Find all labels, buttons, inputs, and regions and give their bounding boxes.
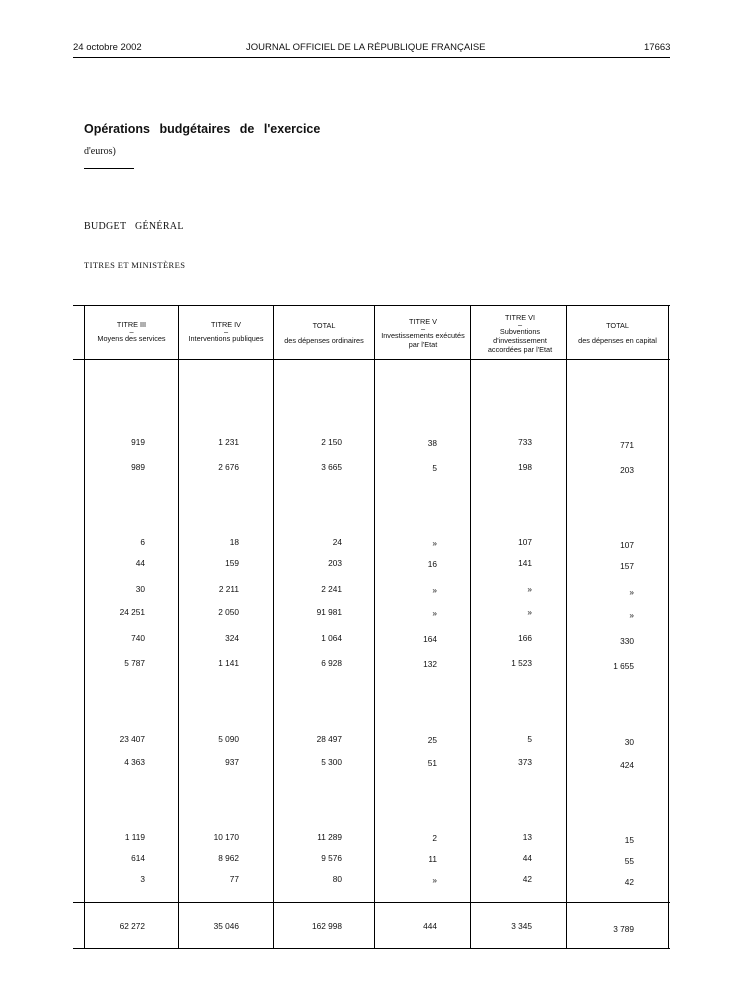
table-cell: 5 (432, 463, 437, 473)
section-heading: BUDGET GÉNÉRAL (84, 221, 184, 232)
table-cell: 2 150 (321, 437, 342, 447)
table-cell: 107 (518, 537, 532, 547)
total-cell: 3 345 (511, 921, 532, 931)
column-header-titre-v: TITRE V – Investissements exécutés par l'Etat (381, 317, 465, 349)
subsection-heading: TITRES ET MINISTÈRES (84, 260, 186, 270)
table-cell: 42 (522, 874, 532, 884)
table-cell: » (527, 607, 532, 617)
table-cell: 164 (423, 634, 437, 644)
table-cell: 15 (624, 835, 634, 845)
table-cell: 30 (135, 584, 145, 594)
table-cell: 198 (518, 462, 532, 472)
table-cell: 25 (427, 735, 437, 745)
total-cell: 444 (423, 921, 437, 931)
table-cell: 5 (527, 734, 532, 744)
table-cell: 6 928 (321, 658, 342, 668)
table-cell: 141 (518, 558, 532, 568)
column-header-titre-iii: TITRE III – Moyens des services (97, 320, 166, 343)
table-cell: 13 (522, 832, 532, 842)
table-cell: 2 676 (218, 462, 239, 472)
table-cell: » (432, 608, 437, 618)
table-cell: 24 (332, 537, 342, 547)
table-cell: 3 (140, 874, 145, 884)
column-border (566, 305, 567, 948)
column-border (273, 305, 274, 948)
table-cell: 10 170 (213, 832, 239, 842)
column-border (374, 305, 375, 948)
document-title: Opérations budgétaires de l'exercice (84, 122, 321, 136)
table-cell: 373 (518, 757, 532, 767)
column-header-total-capital: TOTAL des dépenses en capital (578, 321, 657, 345)
table-cell: 5 787 (124, 658, 145, 668)
table-cell: 23 407 (119, 734, 145, 744)
table-cell: 1 655 (613, 661, 634, 671)
table-cell: 1 231 (218, 437, 239, 447)
table-header-rule (73, 359, 670, 360)
column-border (178, 305, 179, 948)
table-cell: 937 (225, 757, 239, 767)
total-cell: 162 998 (312, 921, 342, 931)
table-cell: 51 (427, 758, 437, 768)
table-cell: » (629, 610, 634, 620)
table-cell: 77 (229, 874, 239, 884)
total-cell: 35 046 (213, 921, 239, 931)
table-cell: 989 (131, 462, 145, 472)
table-cell: 203 (328, 558, 342, 568)
total-cell: 62 272 (119, 921, 145, 931)
document-subtitle: d'euros) (84, 146, 116, 157)
header-page-number: 17663 (644, 42, 671, 53)
table-cell: 2 050 (218, 607, 239, 617)
table-cell: 91 981 (316, 607, 342, 617)
table-cell: 16 (427, 559, 437, 569)
table-cell: 44 (135, 558, 145, 568)
table-cell: 11 289 (317, 832, 342, 842)
header-journal-title: JOURNAL OFFICIEL DE LA RÉPUBLIQUE FRANÇAISE (246, 42, 486, 53)
table-cell: 9 576 (321, 853, 342, 863)
header-rule (73, 57, 670, 58)
table-cell: » (432, 538, 437, 548)
table-cell: 132 (423, 659, 437, 669)
table-cell: 5 090 (218, 734, 239, 744)
table-cell: 42 (624, 877, 634, 887)
table-cell: 44 (522, 853, 532, 863)
table-cell: 38 (427, 438, 437, 448)
table-cell: 166 (518, 633, 532, 643)
table-cell: 2 241 (321, 584, 342, 594)
column-header-titre-iv: TITRE IV – Interventions publiques (188, 320, 264, 343)
column-border (470, 305, 471, 948)
table-cell: 1 119 (124, 832, 145, 842)
table-cell: 203 (620, 465, 634, 475)
table-cell: 424 (620, 760, 634, 770)
table-cell: 614 (131, 853, 145, 863)
table-cell: 1 523 (511, 658, 532, 668)
table-cell: 733 (518, 437, 532, 447)
table-cell: 159 (225, 558, 239, 568)
table-cell: » (527, 584, 532, 594)
table-cell: 740 (131, 633, 145, 643)
table-cell: 80 (332, 874, 342, 884)
table-cell: » (432, 875, 437, 885)
table-cell: 55 (624, 856, 634, 866)
table-cell: 6 (140, 537, 145, 547)
subtitle-rule (84, 168, 134, 169)
table-totals-rule (73, 902, 670, 903)
table-cell: 771 (620, 440, 634, 450)
column-border (668, 305, 669, 948)
column-header-titre-vi: TITRE VI – Subventions d'investissement accordées par l'Etat (487, 313, 553, 354)
table-cell: 107 (620, 540, 634, 550)
table-cell: » (629, 587, 634, 597)
table-cell: 5 300 (321, 757, 342, 767)
table-cell: » (432, 585, 437, 595)
total-cell: 3 789 (613, 924, 634, 934)
table-cell: 8 962 (218, 853, 239, 863)
table-bottom-rule (73, 948, 670, 949)
table-cell: 324 (225, 633, 239, 643)
table-cell: 28 497 (316, 734, 342, 744)
table-cell: 2 (432, 833, 437, 843)
table-cell: 157 (620, 561, 634, 571)
table-cell: 919 (131, 437, 145, 447)
table-cell: 18 (229, 537, 239, 547)
table-cell: 1 064 (321, 633, 342, 643)
table-cell: 3 665 (321, 462, 342, 472)
table-cell: 24 251 (119, 607, 145, 617)
table-top-rule (73, 305, 670, 306)
header-date: 24 octobre 2002 (73, 42, 142, 53)
table-cell: 330 (620, 636, 634, 646)
table-cell: 4 363 (124, 757, 145, 767)
table-cell: 2 211 (218, 584, 239, 594)
table-cell: 30 (624, 737, 634, 747)
table-cell: 1 141 (218, 658, 239, 668)
column-border (84, 305, 85, 948)
table-cell: 11 (428, 854, 437, 864)
column-header-total-ordinaires: TOTAL des dépenses ordinaires (284, 321, 364, 345)
